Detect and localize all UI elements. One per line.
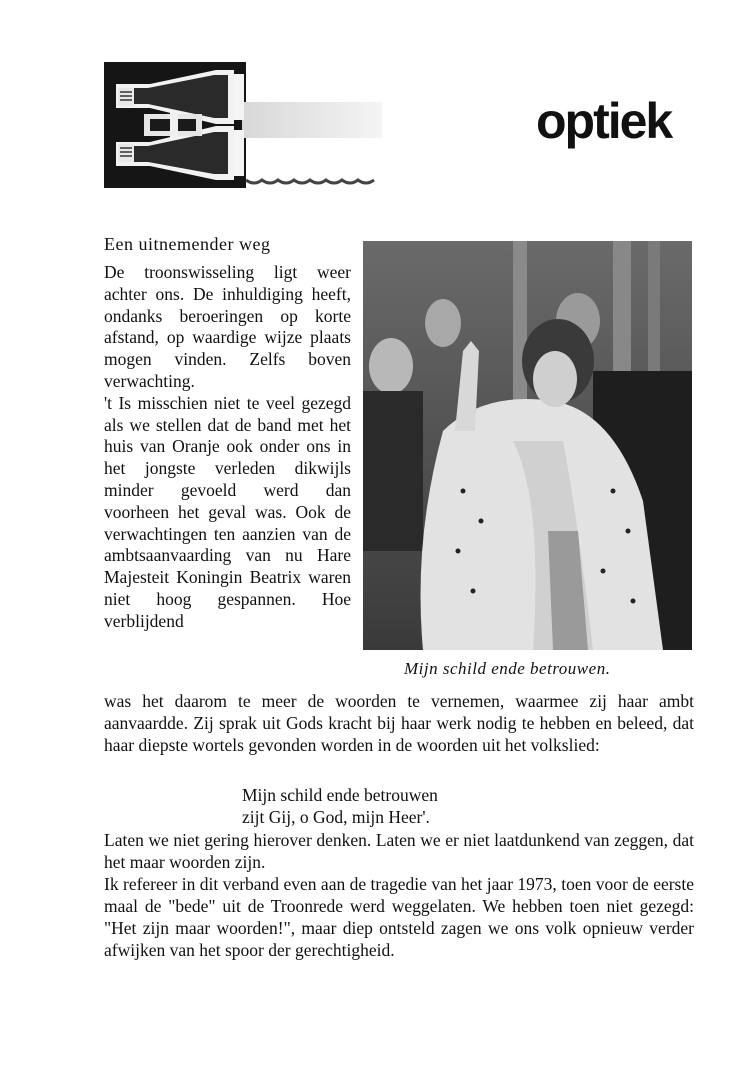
page-title: optiek bbox=[536, 93, 672, 149]
article-heading: Een uitnemender weg bbox=[104, 234, 271, 254]
full-paragraph-3: Ik refereer in dit verband even aan de tragedie van het jaar 1973, toen voor de eerste maal de "bede" uit de Troonrede werd weggelaten. We hebben toen niet gezegd: "Het zijn maar woorden!", maar diep ontsteld zagen we ons volk opnieuw verder afwijken van het spoor der gerechtigheid. bbox=[104, 874, 694, 960]
left-column bbox=[104, 262, 351, 633]
full-paragraph-2: Laten we niet gering hierover denken. Laten we er niet laatdunkend van zeggen, dat het maar woorden zijn. bbox=[104, 830, 694, 872]
quote-line-2: zijt Gij, o God, mijn Heer'. bbox=[242, 807, 430, 827]
full-paragraph-1: was het daarom te meer de woorden te vernemen, waarmee zij haar ambt aanvaardde. Zij sprak uit Gods kracht bij haar werk nodig te hebben en beleed, dat haar diepste wortels gevonden worden in de woorden uit het volkslied: bbox=[104, 691, 694, 755]
binoculars-icon bbox=[104, 62, 384, 188]
photo-caption: Mijn schild ende betrouwen. bbox=[404, 659, 611, 678]
quote-line-1: Mijn schild ende betrouwen bbox=[242, 785, 438, 805]
paragraph-2: 't Is misschien niet te veel gezegd als we stellen dat de band met het huis van Oranje ook onder ons in het jongste verleden dikwijls minder gevoeld werd dan voorheen het geval was. Ook de verwachtingen ten aanzien van de ambtsaanvaarding van nu Hare Majesteit Koningin Beatrix waren niet hoog gespannen. Hoe verblijdend bbox=[104, 392, 351, 631]
inauguration-photo bbox=[363, 241, 692, 650]
paragraph-1: De troonswisseling ligt weer achter ons. De inhuldiging heeft, ondanks beroeringen op korte afstand, op waardige wijze plaats mogen vinden. Zelfs boven verwachting. bbox=[104, 262, 351, 391]
